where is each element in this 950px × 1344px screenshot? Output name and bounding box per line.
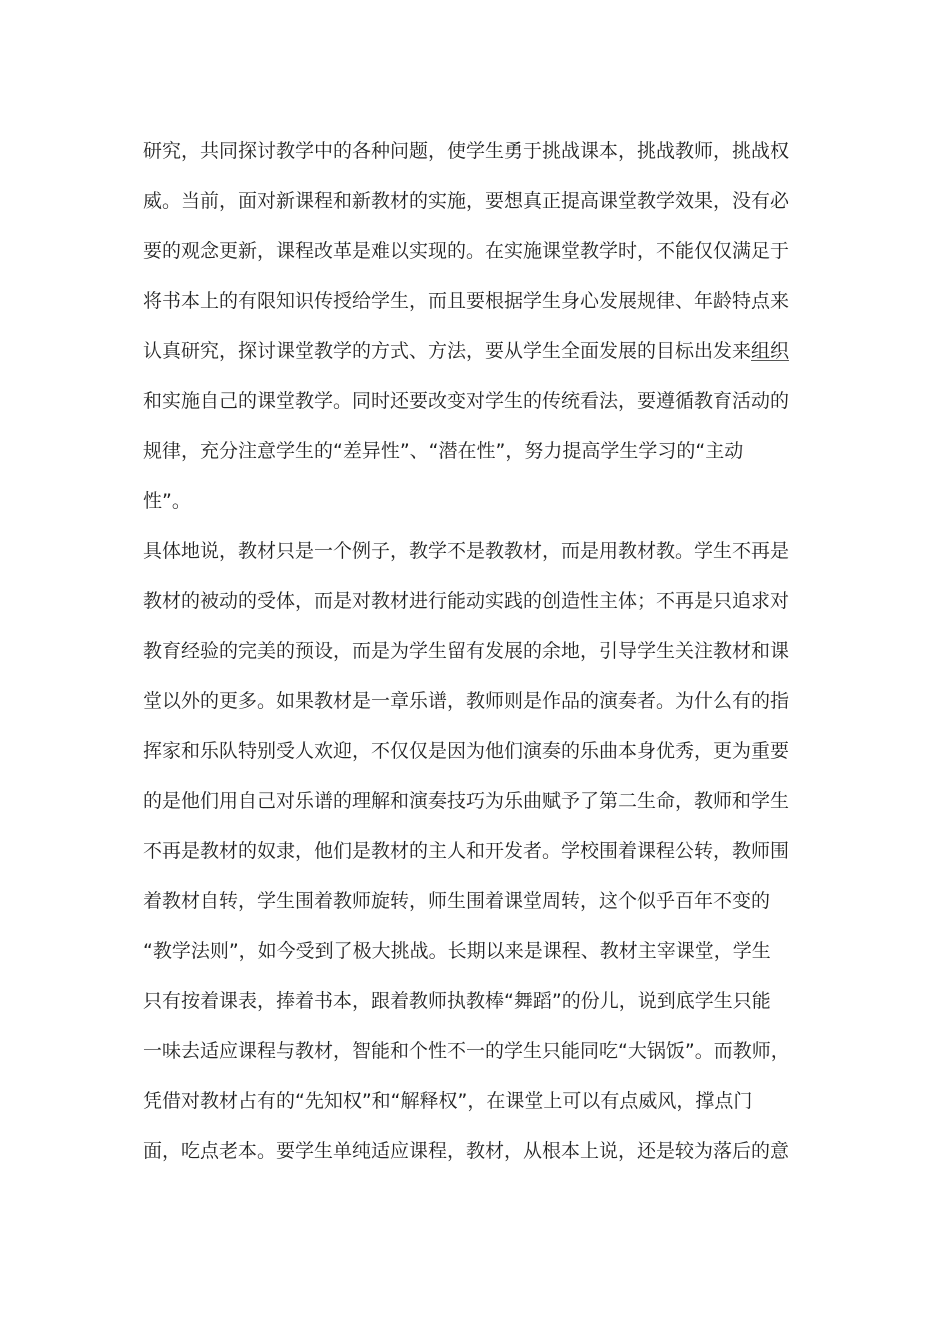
- text-line: 研究，共同探讨教学中的各种问题，使学生勇于挑战课本，挑战教师，挑战权: [143, 140, 790, 162]
- text-line: “教学法则”，如今受到了极大挑战。长期以来是课程、教材主宰课堂，学生: [143, 940, 771, 962]
- text-line: 将书本上的有限知识传授给学生，而且要根据学生身心发展规律、年龄特点来: [143, 290, 790, 312]
- text-line: 一味去适应课程与教材，智能和个性不一的学生只能同吃“大锅饭”。而教师，: [143, 1040, 790, 1062]
- inline-link[interactable]: 组织: [751, 340, 790, 362]
- text-line: 要的观念更新，课程改革是难以实现的。在实施课堂教学时，不能仅仅满足于: [143, 240, 790, 262]
- text-line: 教材的被动的受体，而是对教材进行能动实践的创造性主体；不再是只追求对: [143, 590, 790, 612]
- text-line: 威。当前，面对新课程和新教材的实施，要想真正提高课堂教学效果，没有必: [143, 190, 790, 212]
- text-line: 教育经验的完美的预设，而是为学生留有发展的余地，引导学生关注教材和课: [143, 640, 790, 662]
- text-line: 性”。: [143, 490, 191, 512]
- text-line: 不再是教材的奴隶，他们是教材的主人和开发者。学校围着课程公转，教师围: [143, 840, 790, 862]
- text-line: 规律，充分注意学生的“差异性”、“潜在性”，努力提高学生学习的“主动: [143, 440, 744, 462]
- text-line: 的是他们用自己对乐谱的理解和演奏技巧为乐曲赋予了第二生命，教师和学生: [143, 790, 790, 812]
- text-line: 堂以外的更多。如果教材是一章乐谱，教师则是作品的演奏者。为什么有的指: [143, 690, 790, 712]
- text-line-with-link: [143, 326, 808, 376]
- paragraph-2: [143, 526, 808, 1176]
- text-line: 和实施自己的课堂教学。同时还要改变对学生的传统看法，要遵循教育活动的: [143, 390, 790, 412]
- text-line-segment: 认真研究，探讨课堂教学的方式、方法，要从学生全面发展的目标出发来: [143, 340, 752, 362]
- text-line: 面，吃点老本。要学生单纯适应课程，教材，从根本上说，还是较为落后的意: [143, 1140, 790, 1162]
- paragraph-1: [143, 126, 808, 526]
- text-line: 凭借对教材占有的“先知权”和“解释权”，在课堂上可以有点威风，撑点门: [143, 1090, 753, 1112]
- body-text: [143, 126, 808, 1176]
- text-line: 挥家和乐队特别受人欢迎，不仅仅是因为他们演奏的乐曲本身优秀，更为重要: [143, 740, 790, 762]
- text-line: 着教材自转，学生围着教师旋转，师生围着课堂周转，这个似乎百年不变的: [143, 890, 771, 912]
- text-line: 只有按着课表，捧着书本，跟着教师执教棒“舞蹈”的份儿，说到底学生只能: [143, 990, 771, 1012]
- text-line: 具体地说，教材只是一个例子，教学不是教教材，而是用教材教。学生不再是: [143, 540, 790, 562]
